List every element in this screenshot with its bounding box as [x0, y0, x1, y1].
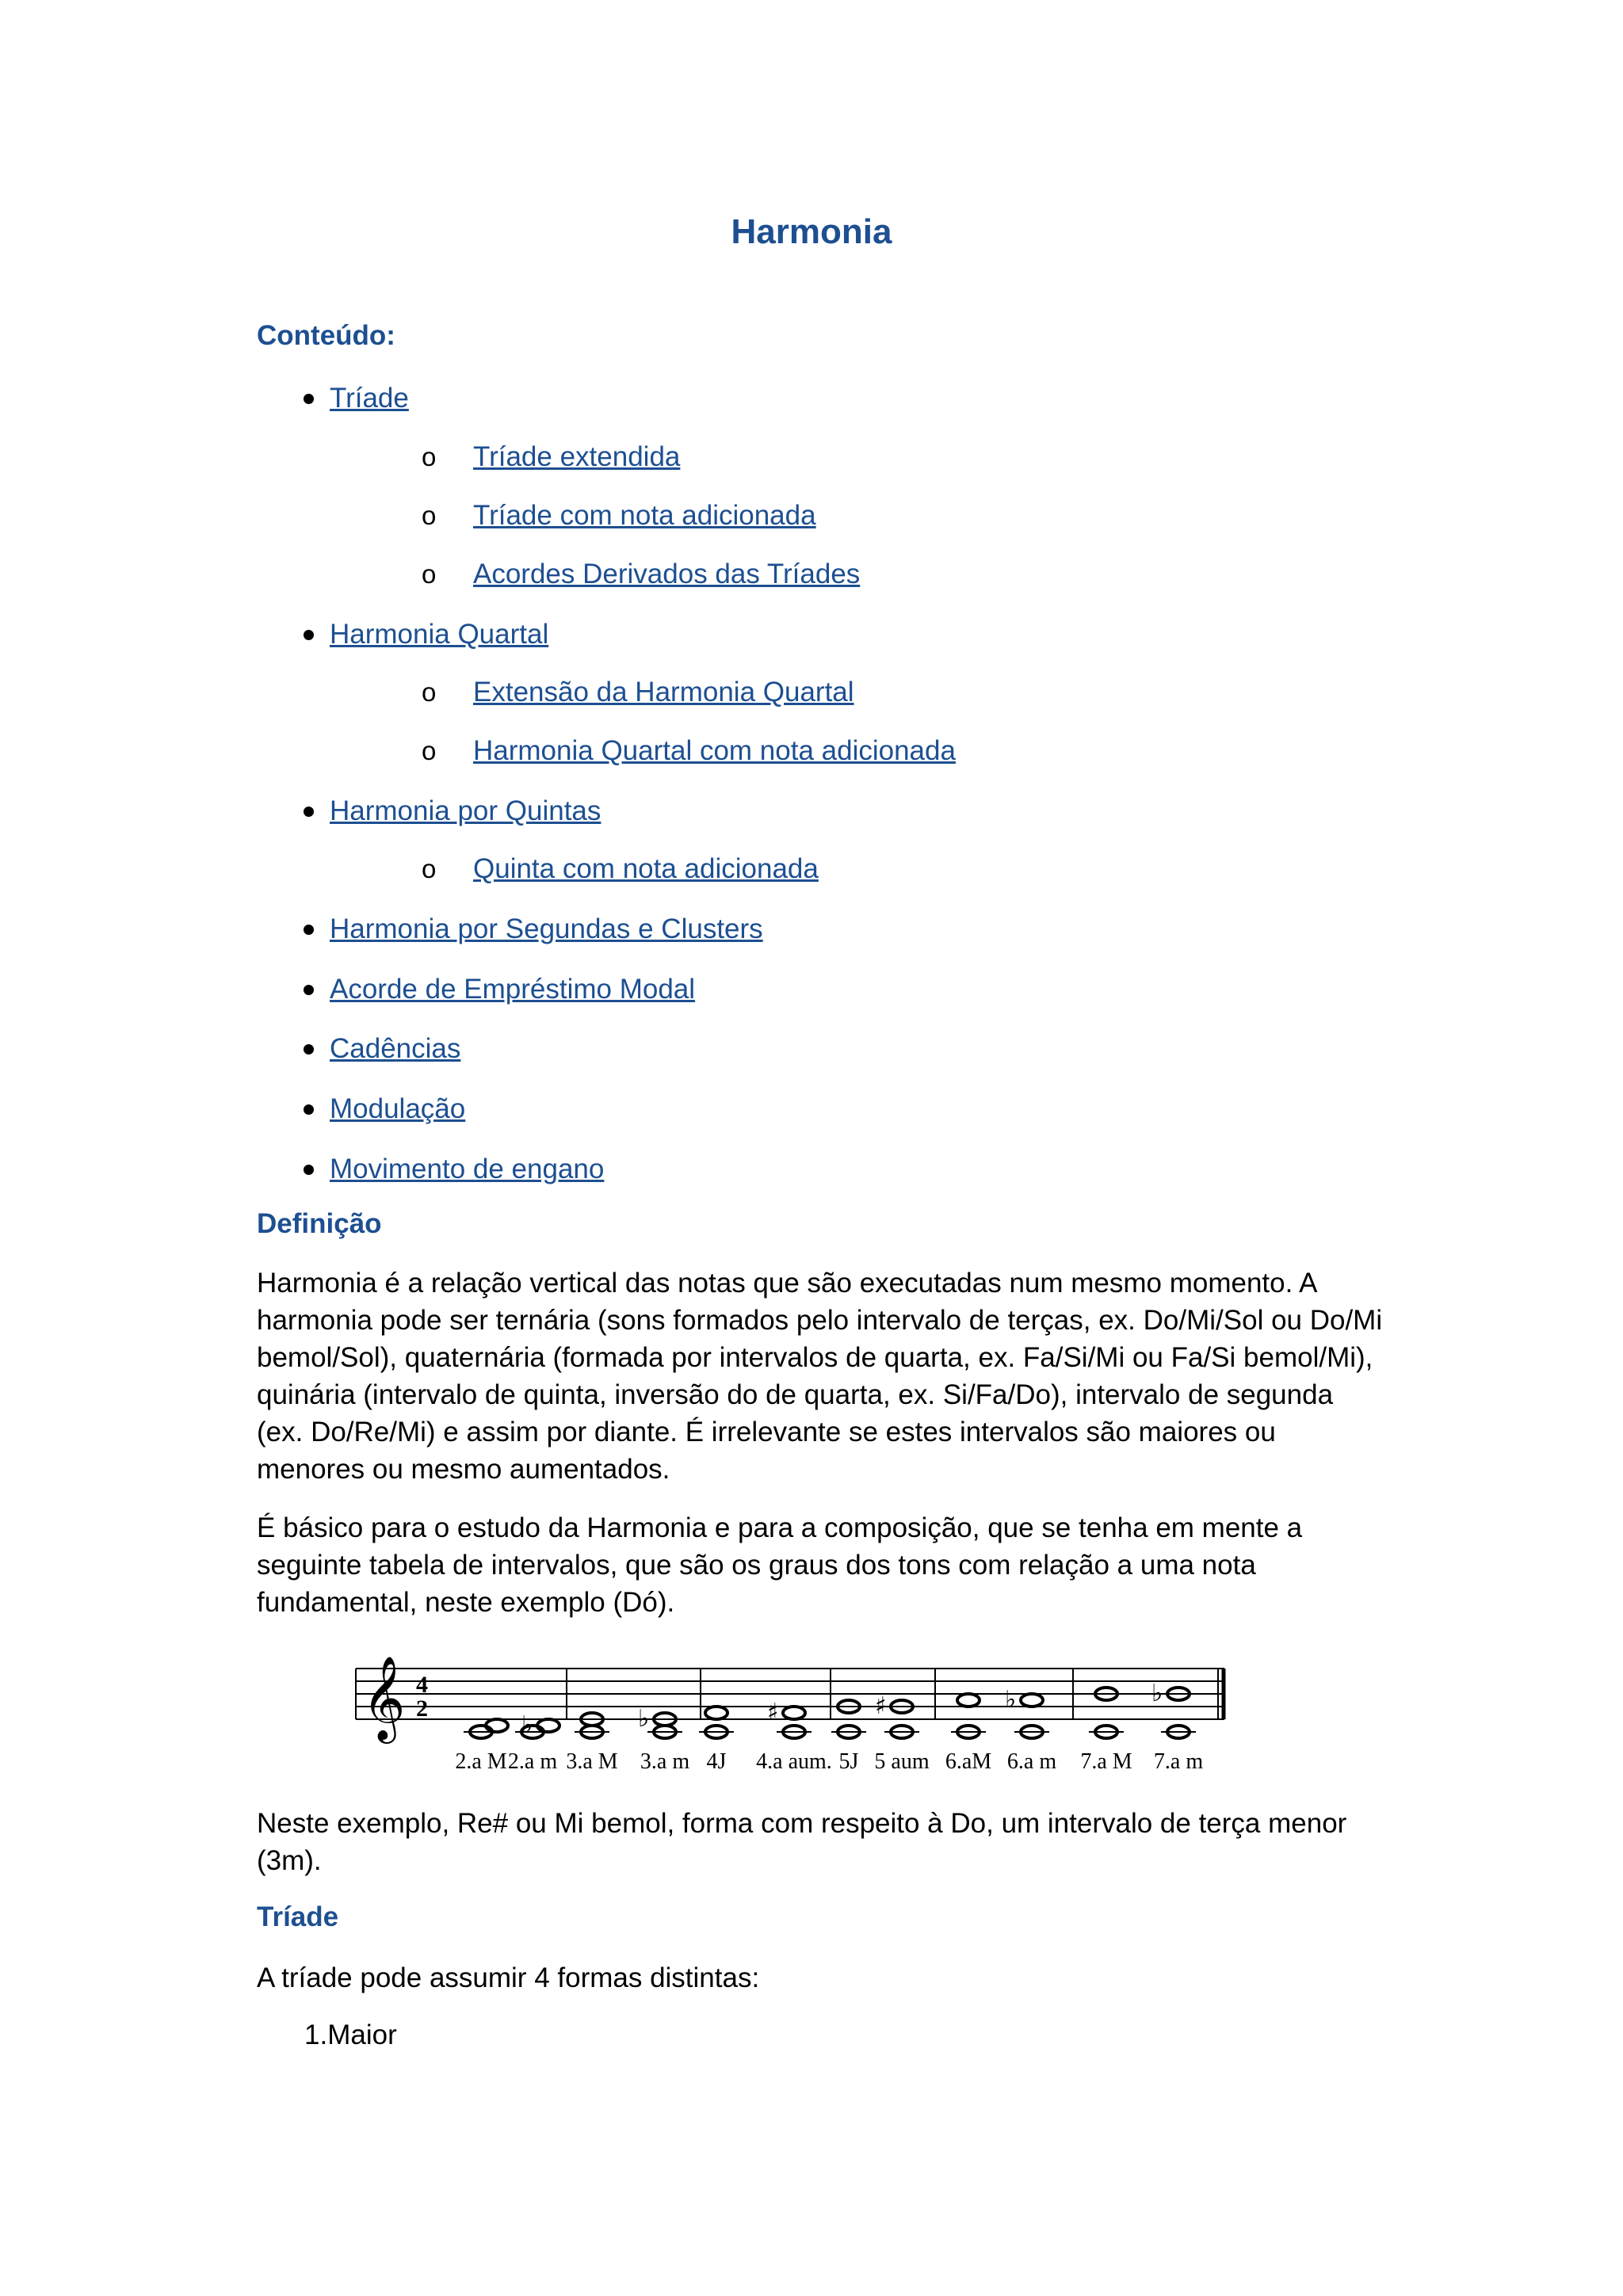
sublist-marker: o [422, 442, 437, 471]
bullet-icon [304, 394, 314, 404]
bullet-icon [304, 807, 314, 817]
paragraph-line: quinária (intervalo de quinta, inversão do de quarta, ex. Si/Fa/Do), intervalo de segunda [257, 1379, 1334, 1410]
sublist-marker: o [422, 677, 437, 707]
toc-link-text[interactable]: Modulação [330, 1093, 466, 1124]
toc-link-text[interactable]: Quinta com nota adicionada [473, 853, 819, 884]
note-head [705, 1707, 727, 1719]
toc-link-triade[interactable] [330, 381, 409, 416]
toc-link-quinta-nota-adicionada[interactable] [473, 852, 819, 887]
triade-heading: Tríade [257, 1901, 339, 1932]
toc-link-modulacao[interactable] [330, 1092, 465, 1127]
sharp-icon: ♯ [767, 1699, 779, 1726]
triade-intro [257, 1959, 1382, 1997]
toc-link-text[interactable]: Acorde de Empréstimo Modal [330, 974, 696, 1005]
interval-label: 7.a M [1080, 1749, 1132, 1774]
toc-link-triade-extendida[interactable] [473, 440, 680, 475]
toc-link-extensao-quartal[interactable] [473, 675, 854, 710]
treble-clef-icon: 𝄞 [362, 1655, 406, 1740]
paragraph-line: Neste exemplo, Re# ou Mi bemol, forma com respeito à Do, um intervalo de terça menor [257, 1808, 1347, 1839]
paragraph-line: bemol/Sol), quaternária (formada por intervalos de quarta, ex. Fa/Si/Mi ou Fa/Si bemol/Mi), [257, 1342, 1373, 1373]
note-head [486, 1719, 508, 1732]
page-title: Harmonia [731, 212, 892, 251]
toc-link-text[interactable]: Tríade com nota adicionada [473, 500, 816, 531]
toc-link-text[interactable]: Extensão da Harmonia Quartal [473, 677, 854, 707]
bullet-icon [304, 1104, 314, 1115]
note-head [957, 1694, 980, 1707]
list-number: 1. [304, 2019, 328, 2050]
bullet-icon [304, 925, 314, 935]
note-head [1021, 1694, 1043, 1707]
sublist-marker: o [422, 736, 437, 765]
paragraph-line: harmonia pode ser ternária (sons formados pelo intervalo de terças, ex. Do/Mi/Sol ou Do/Mi [257, 1305, 1383, 1336]
interval-label: 6.a m [1006, 1749, 1057, 1774]
interval-labels [455, 1749, 1203, 1774]
basic-paragraph [257, 1509, 1382, 1621]
paragraph-line: É básico para o estudo da Harmonia e para a composição, que se tenha em mente a [257, 1512, 1303, 1543]
paragraph-line: (3m). [257, 1845, 322, 1876]
interval-label: 5 aum [874, 1749, 930, 1774]
toc-link-emprestimo-modal[interactable] [330, 972, 695, 1007]
ordered-list-item [304, 2018, 397, 2053]
contents-heading: Conteúdo: [257, 320, 395, 351]
toc-link-harmonia-quintas[interactable] [330, 794, 601, 829]
toc-link-acordes-derivados[interactable] [473, 557, 860, 592]
interval-label: 4.a aum. [756, 1749, 832, 1774]
toc-link-text[interactable]: Cadências [330, 1033, 461, 1064]
definition-paragraph [257, 1264, 1382, 1488]
definition-heading: Definição [257, 1208, 382, 1239]
paragraph-line: A tríade pode assumir 4 formas distintas: [257, 1962, 760, 1993]
toc-link-triade-nota-adicionada[interactable] [473, 498, 816, 533]
interval-label: 4J [706, 1749, 727, 1774]
flat-icon: ♭ [1005, 1686, 1017, 1714]
paragraph-line: (ex. Do/Re/Mi) e assim por diante. É irrelevante se estes intervalos são maiores ou [257, 1417, 1276, 1447]
paragraph-line: Harmonia é a relação vertical das notas que são executadas num mesmo momento. A [257, 1268, 1318, 1299]
interval-label: 6.aM [945, 1749, 992, 1774]
paragraph-line: menores ou mesmo aumentados. [257, 1454, 670, 1485]
toc-link-text[interactable]: Harmonia por Segundas e Clusters [330, 913, 763, 944]
interval-label: 2.a M [455, 1749, 507, 1774]
interval-label: 2.a m [507, 1749, 558, 1774]
flat-icon: ♭ [638, 1705, 650, 1733]
bullet-icon [304, 985, 314, 995]
toc-link-quartal-nota-adicionada[interactable] [473, 734, 956, 769]
toc-link-text[interactable]: Harmonia Quartal com nota adicionada [473, 735, 956, 766]
interval-label: 7.a m [1153, 1749, 1204, 1774]
sublist-marker: o [422, 854, 437, 883]
toc-link-segundas-clusters[interactable] [330, 912, 763, 947]
toc-link-movimento-engano[interactable] [330, 1152, 604, 1187]
bullet-icon [304, 630, 314, 640]
paragraph-line: fundamental, neste exemplo (Dó). [257, 1587, 675, 1618]
note-head [537, 1719, 559, 1732]
toc-link-text[interactable]: Tríade [330, 383, 409, 414]
time-signature-top: 4 [416, 1672, 428, 1698]
interval-label: 3.a M [566, 1749, 618, 1774]
sharp-icon: ♯ [875, 1692, 887, 1720]
bullet-icon [304, 1044, 314, 1055]
toc-link-text[interactable]: Harmonia Quartal [330, 619, 549, 650]
toc-link-cadencias[interactable] [330, 1032, 460, 1066]
interval-notation-figure [354, 1645, 1228, 1778]
interval-label: 3.a m [640, 1749, 690, 1774]
example-paragraph [257, 1805, 1382, 1879]
toc-link-text[interactable]: Tríade extendida [473, 441, 681, 472]
flat-icon: ♭ [1151, 1680, 1163, 1707]
paragraph-line: seguinte tabela de intervalos, que são os graus dos tons com relação a uma nota [257, 1550, 1256, 1581]
interval-label: 5J [838, 1749, 859, 1774]
flat-icon: ♭ [521, 1711, 533, 1739]
toc-link-text[interactable]: Acordes Derivados das Tríades [473, 559, 861, 589]
note-head [783, 1707, 805, 1719]
sublist-marker: o [422, 501, 437, 530]
toc-link-text[interactable]: Harmonia por Quintas [330, 795, 601, 826]
time-signature-bottom: 2 [416, 1695, 428, 1722]
toc-link-harmonia-quartal[interactable] [330, 617, 548, 652]
list-item-label: Maior [327, 2019, 397, 2050]
toc-link-text[interactable]: Movimento de engano [330, 1154, 605, 1184]
bullet-icon [304, 1165, 314, 1175]
sublist-marker: o [422, 559, 437, 589]
